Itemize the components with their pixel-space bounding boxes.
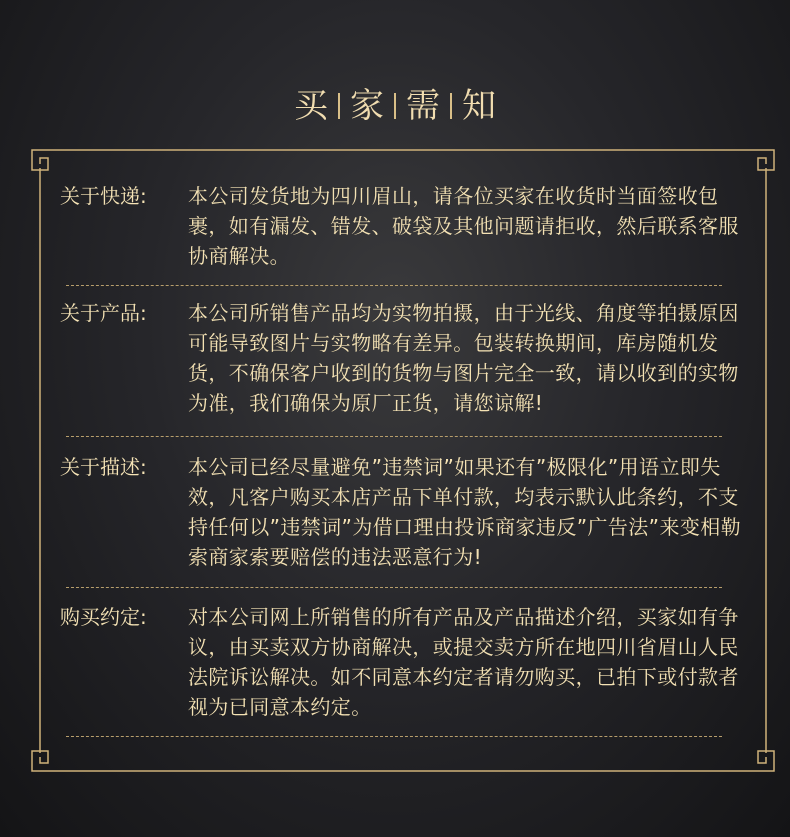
title-char-2: 家 xyxy=(350,86,384,126)
title-char-4: 知 xyxy=(462,86,496,126)
section-divider xyxy=(66,587,722,588)
section-description xyxy=(60,452,750,572)
section-label: 购买约定: xyxy=(60,605,147,629)
section-divider xyxy=(66,736,722,737)
section-text: 本公司发货地为四川眉山，请各位买家在收货时当面签收包裹，如有漏发、错发、破袋及其他问题请拒收，然后联系客服协商解决。 xyxy=(188,184,739,268)
section-divider xyxy=(66,285,722,286)
section-text: 本公司已经尽量避免”违禁词”如果还有”极限化”用语立即失效，凡客户购买本店产品下单付款，均表示默认此条约，不支持任何以”违禁词”为借口理由投诉商家违反”广告法”来变相勒索商家索要赔偿的违法恶意行为! xyxy=(188,455,742,569)
section-label: 关于产品: xyxy=(60,301,147,325)
section-label: 关于描述: xyxy=(60,455,147,479)
section-text: 本公司所销售产品均为实物拍摄，由于光线、角度等拍摄原因可能导致图片与实物略有差异。包装转换期间，库房随机发货，不确保客户收到的货物与图片完全一致，请以收到的实物为准，我们确保为原厂正货，请您谅解! xyxy=(188,301,739,415)
section-label: 关于快递: xyxy=(60,184,147,208)
section-divider xyxy=(66,436,722,437)
section-agreement xyxy=(60,602,750,722)
section-product xyxy=(60,298,750,418)
title-char-3: 需 xyxy=(406,86,440,126)
title-char-1: 买 xyxy=(294,86,328,126)
section-text: 对本公司网上所销售的所有产品及产品描述介绍，买家如有争议，由买卖双方协商解决，或提交卖方所在地四川省眉山人民法院诉讼解决。如不同意本约定者请勿购买，已拍下或付款者视为已同意本约定。 xyxy=(188,605,739,719)
section-delivery xyxy=(60,181,750,271)
